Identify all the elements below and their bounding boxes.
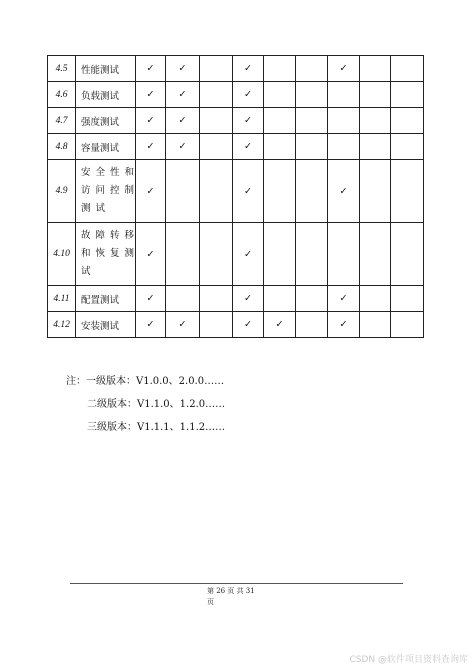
check-cell-empty (391, 160, 424, 223)
check-cell-marked (233, 312, 264, 338)
check-cell-marked (136, 56, 166, 82)
test-name: 性能测试 (81, 64, 120, 76)
check-cell-empty (296, 108, 328, 134)
check-cell-empty (296, 312, 328, 338)
check-cell-empty (391, 134, 424, 160)
check-cell-empty (360, 160, 391, 223)
check-icon: ✓ (178, 319, 187, 330)
check-cell-marked (328, 56, 360, 82)
check-cell-marked (136, 312, 166, 338)
check-cell-empty (296, 286, 328, 312)
check-cell-marked (166, 56, 200, 82)
check-cell-empty (200, 82, 233, 108)
check-cell-marked (233, 160, 264, 223)
check-cell-empty (360, 312, 391, 338)
check-icon: ✓ (178, 63, 187, 74)
check-icon: ✓ (244, 115, 252, 126)
footer-divider (70, 583, 403, 584)
check-cell-empty (360, 108, 391, 134)
check-cell-empty (360, 223, 391, 286)
check-icon: ✓ (146, 293, 155, 304)
check-icon: ✓ (244, 293, 252, 304)
check-cell-empty (391, 108, 424, 134)
check-cell-empty (166, 286, 200, 312)
table-row (48, 286, 424, 312)
row-number: 4.11 (48, 286, 76, 312)
check-cell-empty (328, 82, 360, 108)
check-cell-empty (200, 286, 233, 312)
test-name-cell (76, 286, 136, 312)
check-cell-empty (200, 56, 233, 82)
table-row (48, 160, 424, 223)
table-row (48, 223, 424, 286)
check-cell-marked (233, 223, 264, 286)
check-cell-marked (233, 286, 264, 312)
test-name-cell (76, 312, 136, 338)
check-cell-empty (200, 160, 233, 223)
test-name-cell (76, 56, 136, 82)
check-cell-empty (296, 223, 328, 286)
check-cell-marked (166, 82, 200, 108)
check-cell-marked (136, 82, 166, 108)
check-cell-empty (391, 82, 424, 108)
check-icon: ✓ (146, 141, 155, 152)
check-cell-empty (328, 134, 360, 160)
check-cell-empty (264, 82, 296, 108)
test-name: 容量测试 (81, 142, 120, 154)
row-number: 4.8 (48, 134, 76, 160)
check-cell-marked (136, 134, 166, 160)
table-row (48, 312, 424, 338)
check-cell-marked (136, 160, 166, 223)
check-cell-empty (200, 223, 233, 286)
check-cell-marked (264, 312, 296, 338)
version-notes (66, 370, 225, 439)
table-body (48, 56, 424, 338)
check-cell-empty (360, 134, 391, 160)
check-icon: ✓ (339, 63, 348, 74)
test-name: 安全性和访问控制测试 (81, 167, 140, 214)
check-icon: ✓ (339, 293, 348, 304)
row-number: 4.6 (48, 82, 76, 108)
check-icon: ✓ (244, 63, 252, 74)
check-icon: ✓ (146, 319, 155, 330)
test-name: 安装测试 (81, 320, 120, 332)
check-icon: ✓ (178, 89, 187, 100)
check-cell-marked (233, 108, 264, 134)
row-number: 4.5 (48, 56, 76, 82)
page-number-line-wrap: 页 (207, 598, 214, 606)
test-name-cell (76, 160, 140, 223)
row-number: 4.7 (48, 108, 76, 134)
test-name-cell (76, 223, 140, 286)
check-icon: ✓ (146, 63, 155, 74)
check-cell-empty (391, 223, 424, 286)
check-icon: ✓ (244, 319, 252, 330)
test-name-cell (76, 108, 136, 134)
check-cell-empty (166, 160, 200, 223)
check-cell-empty (296, 56, 328, 82)
check-icon: ✓ (244, 141, 252, 152)
check-cell-marked (136, 286, 166, 312)
test-name: 负载测试 (81, 90, 120, 102)
check-cell-marked (136, 223, 166, 286)
check-cell-empty (391, 56, 424, 82)
note-level-1: 注：一级版本：V1.0.0、2.0.0…… (66, 376, 225, 387)
row-number: 4.10 (48, 223, 76, 286)
table-row (48, 82, 424, 108)
check-cell-marked (233, 134, 264, 160)
check-icon: ✓ (146, 185, 155, 197)
page-footer (207, 586, 255, 608)
row-number: 4.12 (48, 312, 76, 338)
check-cell-empty (264, 134, 296, 160)
check-icon: ✓ (146, 89, 155, 100)
check-cell-empty (264, 108, 296, 134)
test-name-cell (76, 134, 136, 160)
check-cell-marked (166, 134, 200, 160)
table-row (48, 108, 424, 134)
check-cell-marked (233, 82, 264, 108)
table-row (48, 56, 424, 82)
check-cell-marked (166, 108, 200, 134)
check-cell-empty (264, 160, 296, 223)
check-icon: ✓ (275, 319, 284, 330)
check-cell-empty (328, 108, 360, 134)
check-cell-empty (296, 160, 328, 223)
check-icon: ✓ (178, 115, 187, 126)
check-cell-empty (296, 82, 328, 108)
check-icon: ✓ (178, 141, 187, 152)
table-row (48, 134, 424, 160)
test-name: 强度测试 (81, 116, 120, 128)
check-icon: ✓ (146, 248, 155, 260)
check-cell-empty (200, 134, 233, 160)
check-icon: ✓ (339, 185, 348, 197)
check-cell-empty (200, 108, 233, 134)
check-cell-empty (264, 56, 296, 82)
check-icon: ✓ (146, 115, 155, 126)
check-cell-empty (296, 134, 328, 160)
test-name: 配置测试 (81, 294, 120, 306)
check-icon: ✓ (339, 319, 348, 330)
check-icon: ✓ (244, 185, 252, 197)
check-cell-empty (200, 312, 233, 338)
check-cell-marked (233, 56, 264, 82)
check-cell-marked (166, 312, 200, 338)
check-cell-empty (360, 82, 391, 108)
page-number-line: 第 26 页 共 31 (207, 587, 255, 595)
test-name: 故障转移和恢复测试 (81, 230, 140, 277)
test-name-cell (76, 82, 136, 108)
check-icon: ✓ (244, 89, 252, 100)
check-cell-marked (328, 160, 360, 223)
check-cell-empty (360, 56, 391, 82)
check-cell-empty (328, 223, 360, 286)
note-level-2: 二级版本：V1.1.0、1.2.0…… (87, 399, 226, 410)
check-cell-marked (136, 108, 166, 134)
check-cell-empty (166, 223, 200, 286)
check-cell-empty (391, 312, 424, 338)
check-cell-empty (391, 286, 424, 312)
check-cell-marked (328, 286, 360, 312)
row-number: 4.9 (48, 160, 76, 223)
check-cell-empty (264, 286, 296, 312)
test-matrix-table (47, 55, 424, 338)
check-cell-empty (264, 223, 296, 286)
check-cell-empty (360, 286, 391, 312)
check-icon: ✓ (244, 248, 252, 260)
watermark: CSDN @软件项目资料查询库 (349, 655, 468, 665)
check-cell-marked (328, 312, 360, 338)
note-level-3: 三级版本：V1.1.1、1.1.2…… (87, 422, 226, 433)
